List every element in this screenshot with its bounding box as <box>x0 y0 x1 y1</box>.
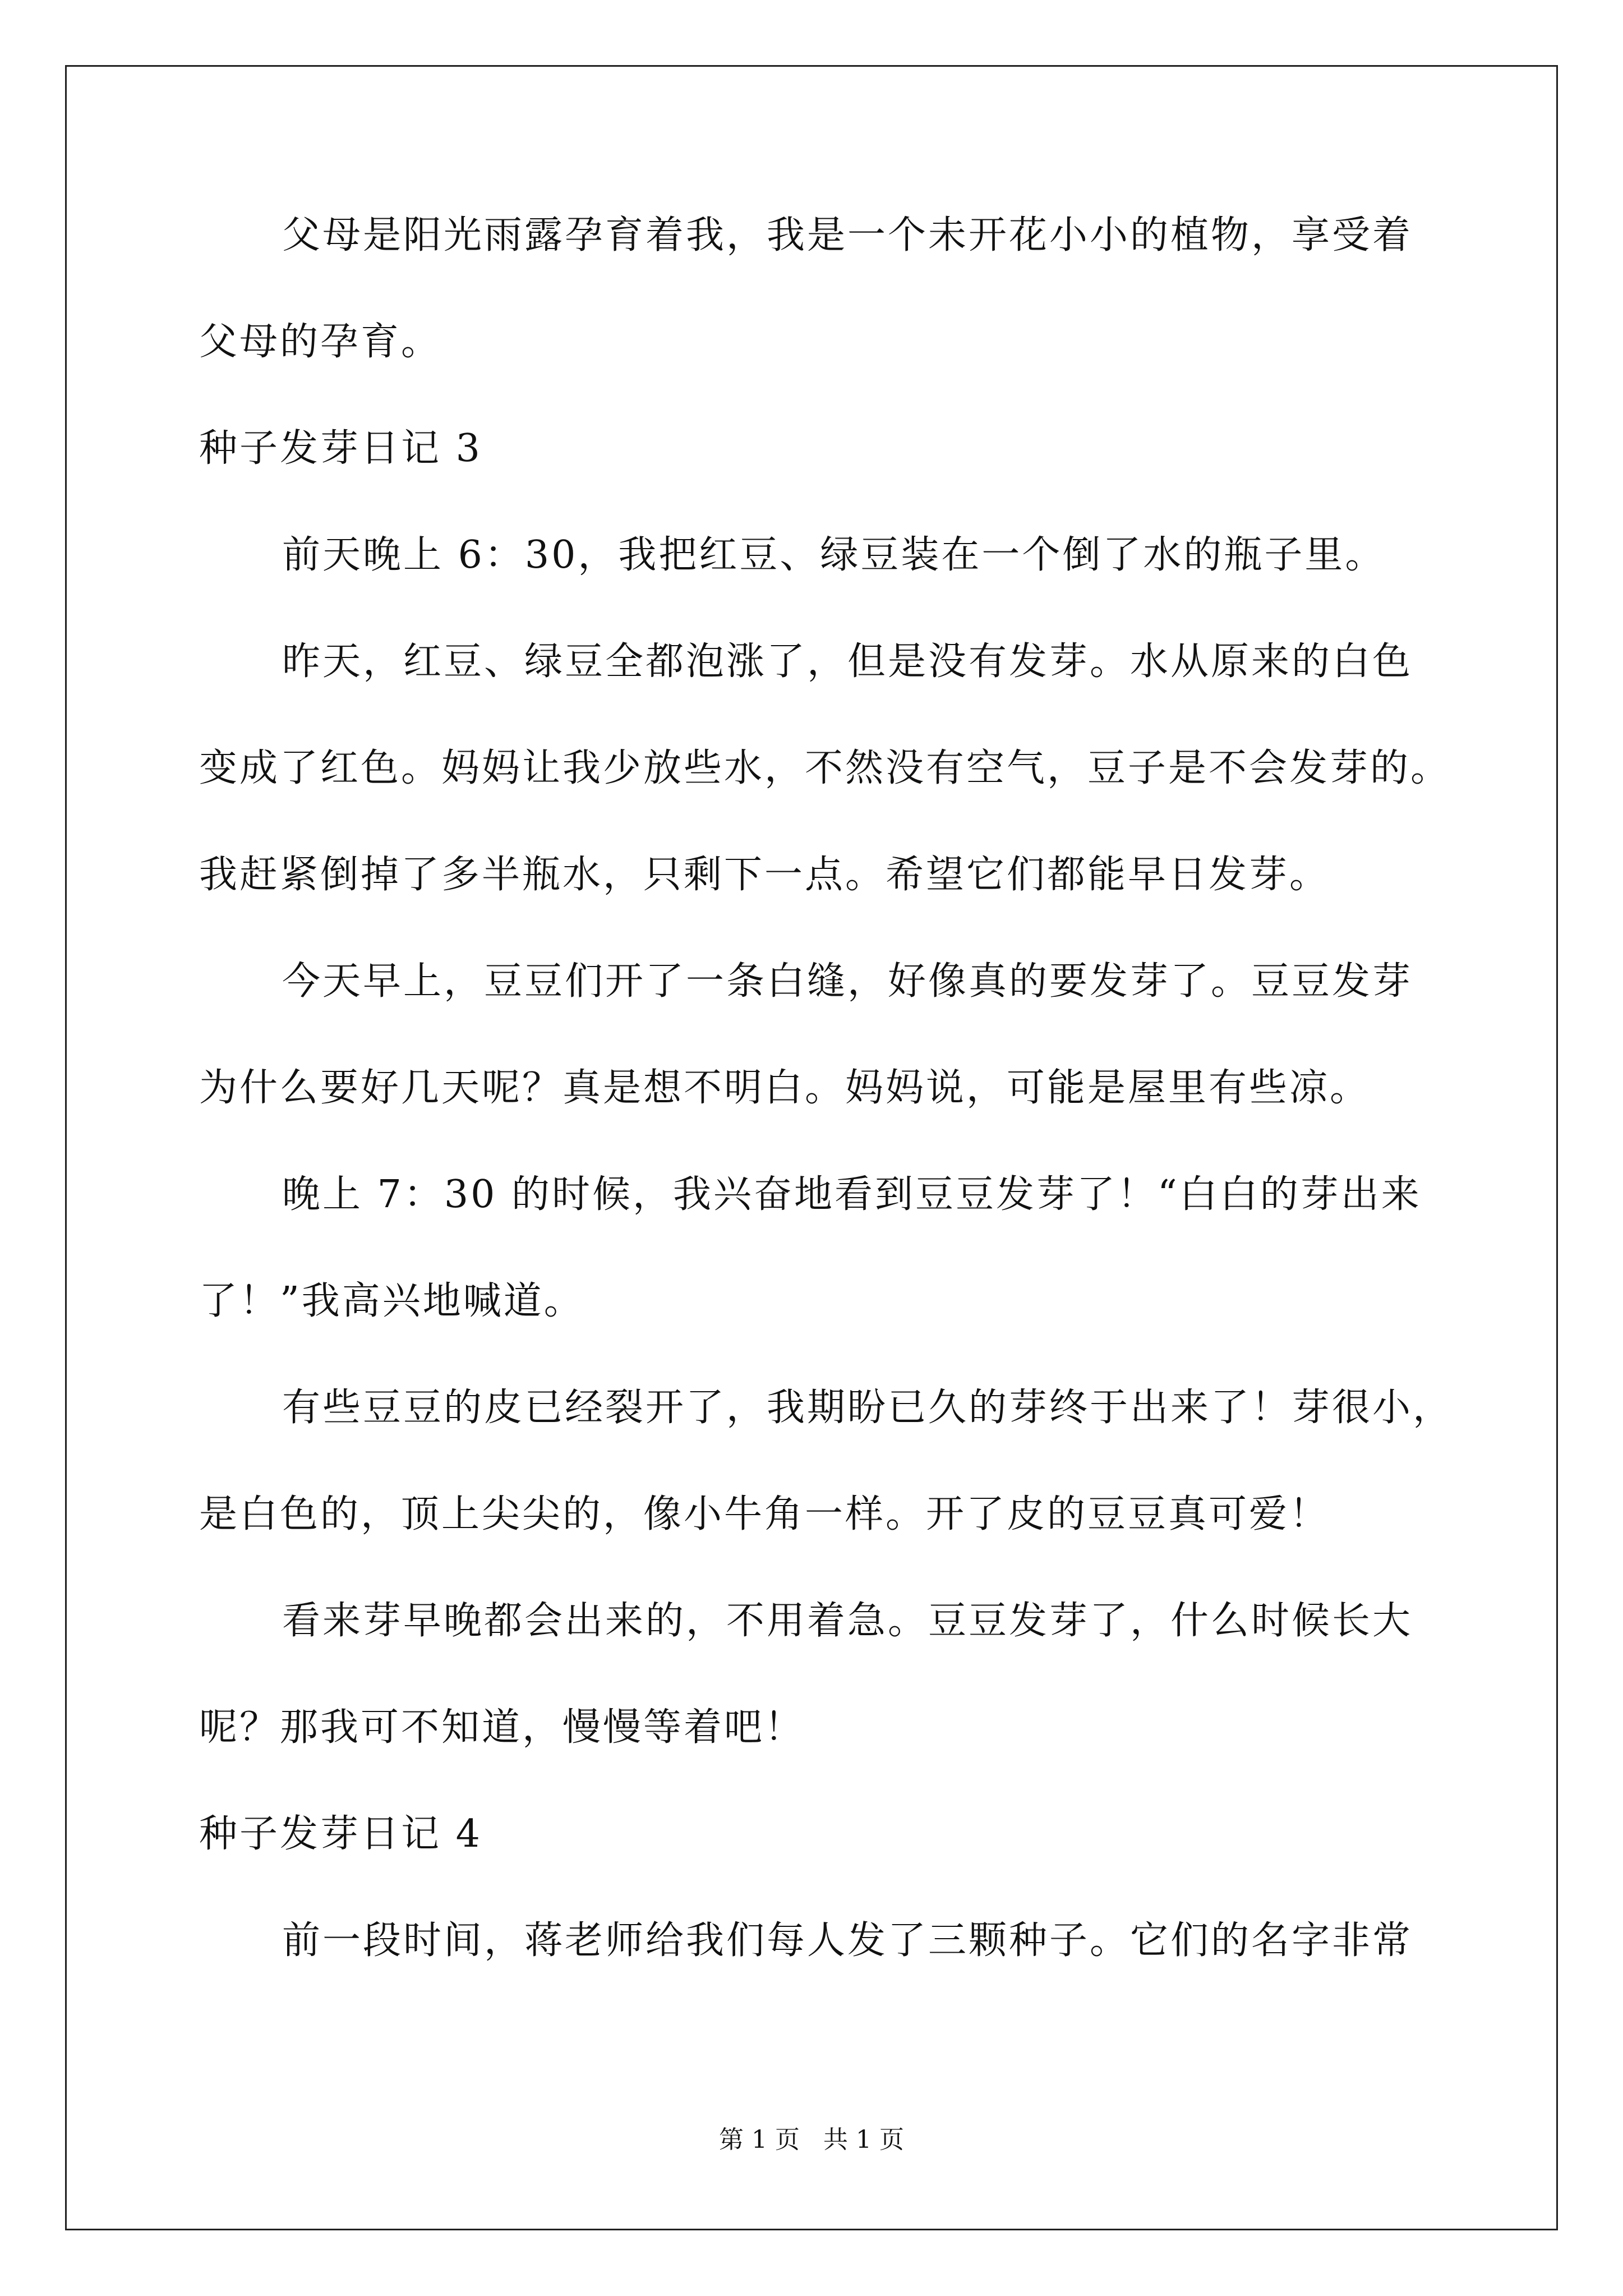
page-number-footer: 第 1 页 共 1 页 <box>719 2125 904 2154</box>
paragraph-line: 我赶紧倒掉了多半瓶水，只剩下一点。希望它们都能早日发芽。 <box>199 853 1330 897</box>
paragraph-line: 有些豆豆的皮已经裂开了，我期盼已久的芽终于出来了！芽很小， <box>282 1386 1454 1430</box>
paragraph-line: 昨天，红豆、绿豆全都泡涨了，但是没有发芽。水从原来的白色 <box>282 639 1413 684</box>
paragraph-line: 了！”我高兴地喊道。 <box>199 1279 584 1323</box>
section-heading: 种子发芽日记 4 <box>199 1812 482 1856</box>
page-frame <box>65 65 1558 2230</box>
paragraph-line: 父母是阳光雨露孕育着我，我是一个未开花小小的植物，享受着 <box>282 213 1413 257</box>
paragraph-line: 为什么要好几天呢？真是想不明白。妈妈说，可能是屋里有些凉。 <box>199 1066 1371 1110</box>
paragraph-line: 前天晚上 6：30，我把红豆、绿豆装在一个倒了水的瓶子里。 <box>282 533 1386 577</box>
paragraph-line: 看来芽早晚都会出来的，不用着急。豆豆发芽了，什么时候长大 <box>282 1599 1413 1643</box>
paragraph-line: 晚上 7：30 的时候，我兴奋地看到豆豆发芽了！“白白的芽出来 <box>282 1172 1422 1217</box>
paragraph-line: 呢？那我可不知道，慢慢等着吧！ <box>199 1705 805 1750</box>
paragraph-line: 今天早上，豆豆们开了一条白缝，好像真的要发芽了。豆豆发芽 <box>282 959 1413 1004</box>
paragraph-line: 前一段时间，蒋老师给我们每人发了三颗种子。它们的名字非常 <box>282 1918 1413 1963</box>
paragraph-line: 变成了红色。妈妈让我少放些水，不然没有空气，豆子是不会发芽的。 <box>199 746 1451 790</box>
section-heading: 种子发芽日记 3 <box>199 426 482 471</box>
paragraph-line: 是白色的，顶上尖尖的，像小牛角一样。开了皮的豆豆真可爱！ <box>199 1492 1330 1536</box>
paragraph-line: 父母的孕育。 <box>199 320 442 364</box>
